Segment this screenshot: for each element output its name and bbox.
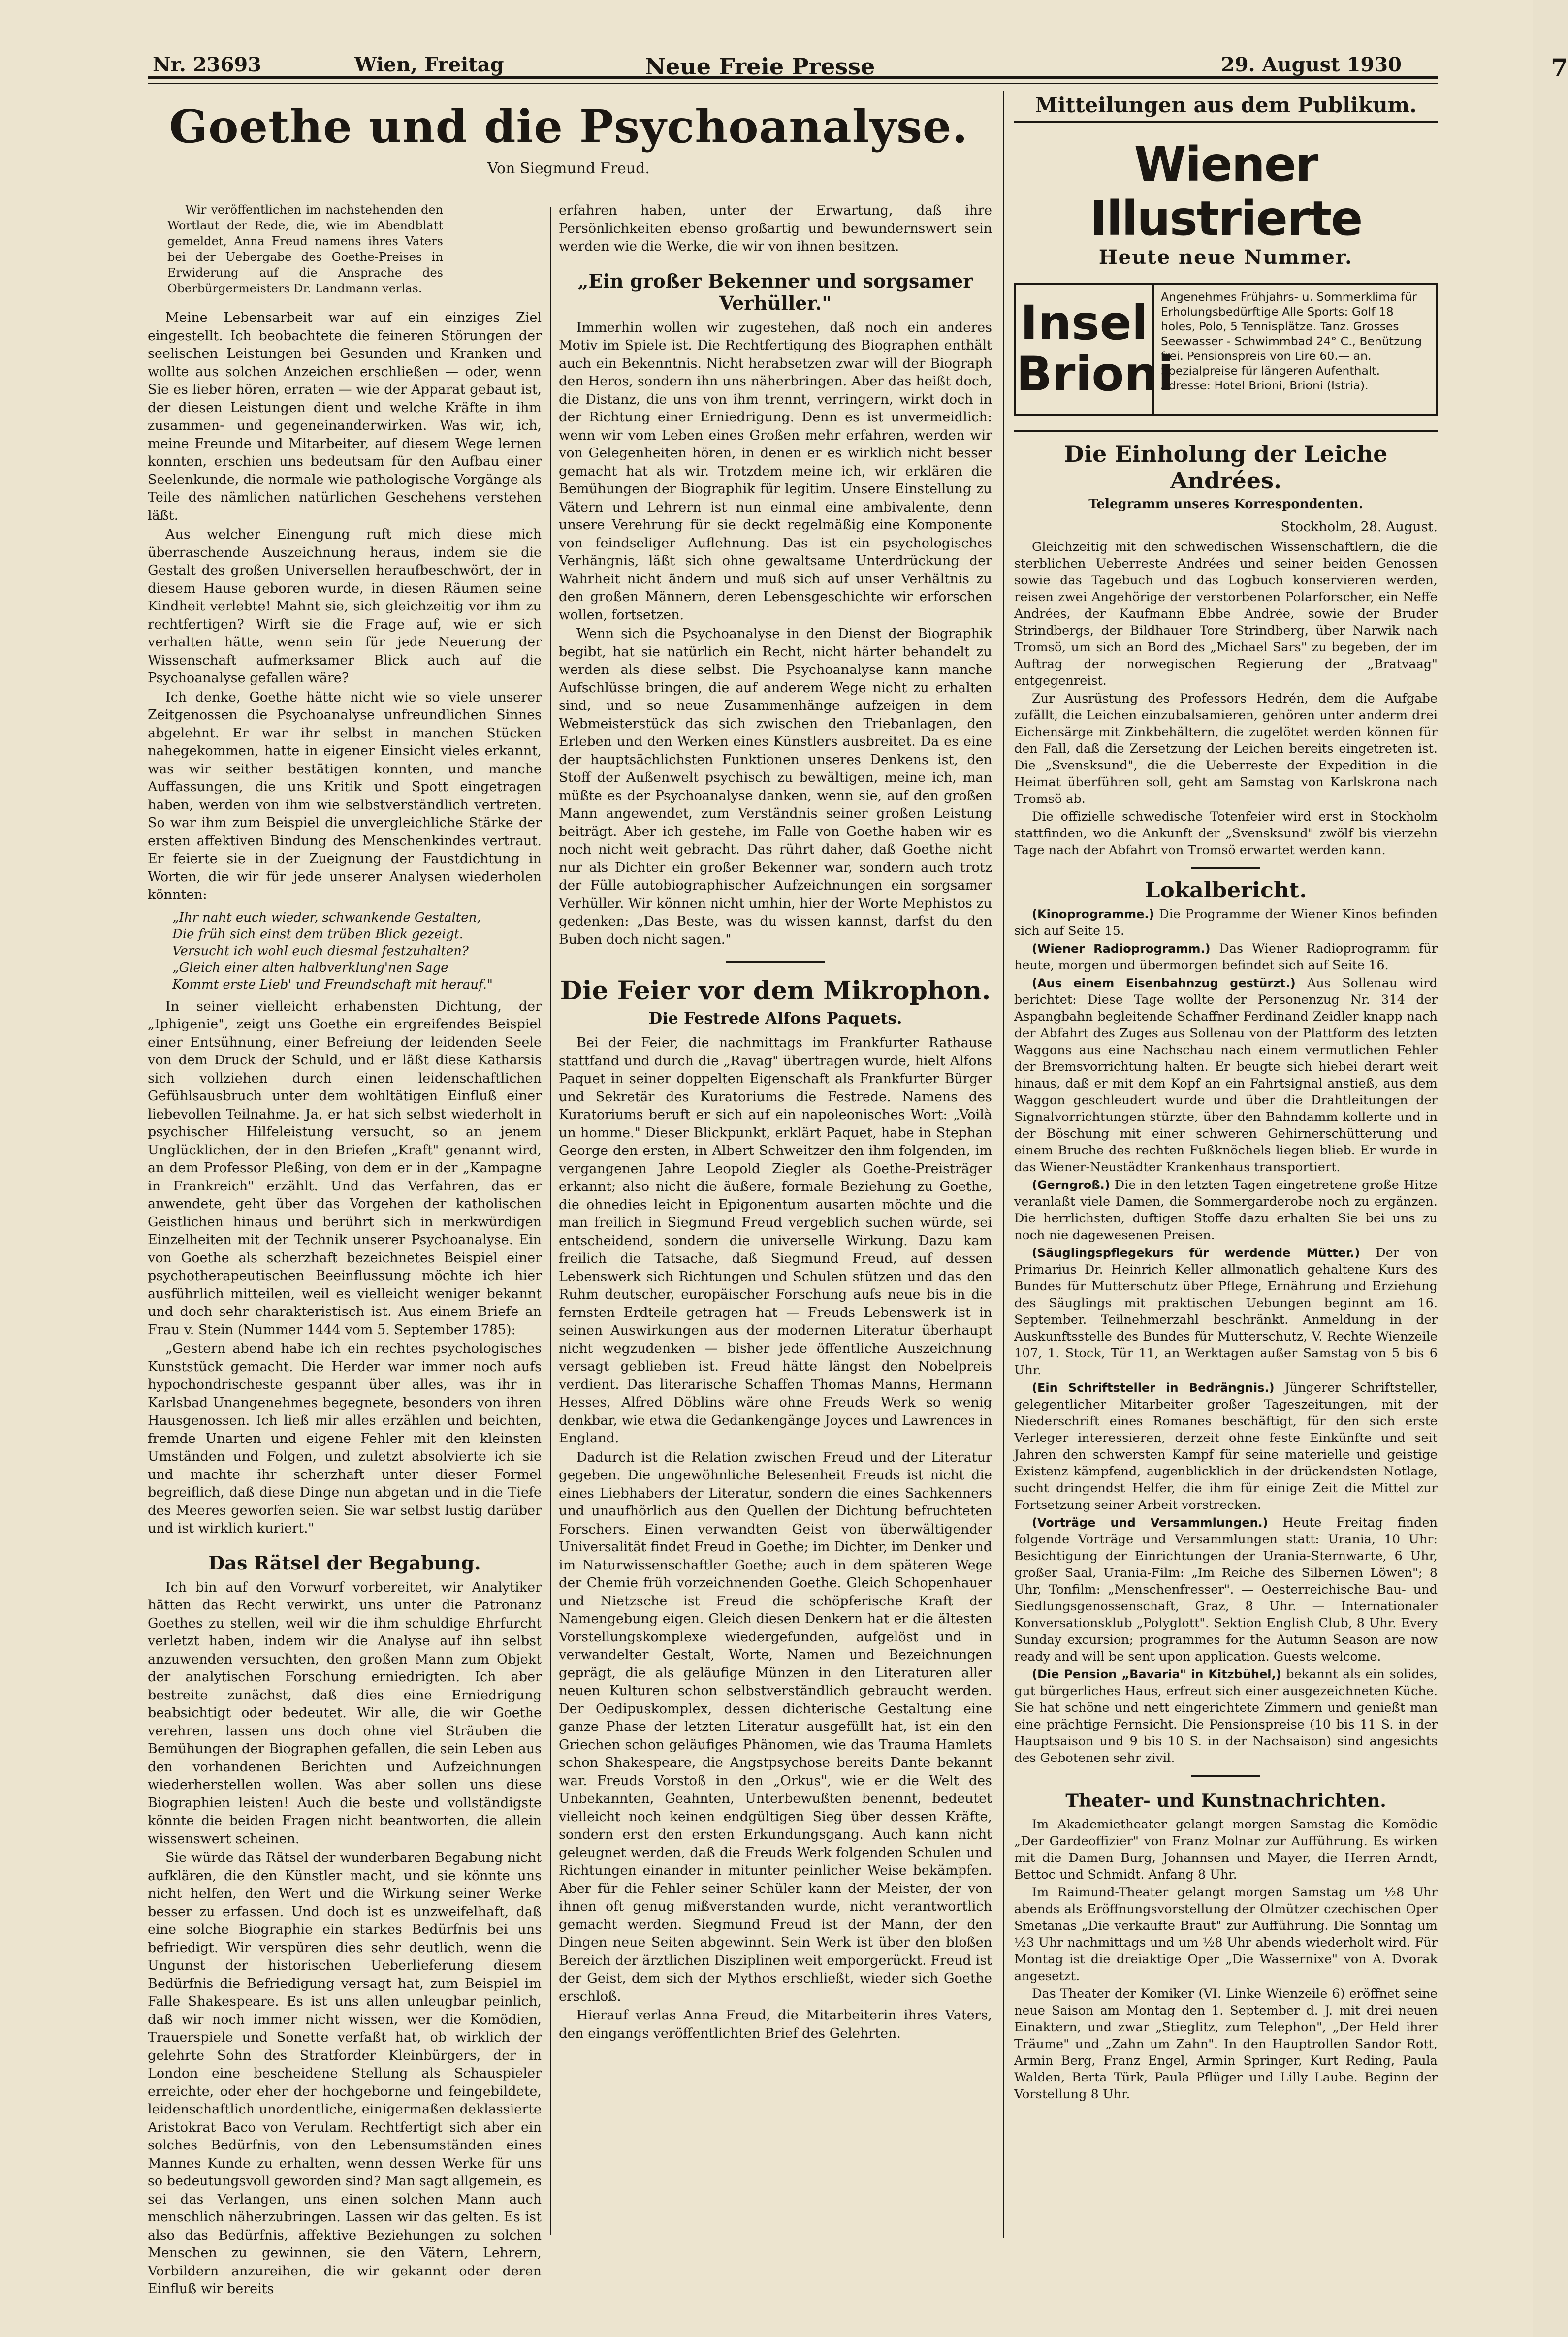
paragraph: erfahren haben, unter der Erwartung, daß ihre Persönlichkeiten ebenso großartig und bewundernswert sein werden wie die Werke, die wir von ihnen besitzen. <box>559 203 992 254</box>
lokal-item-keyword: (Aus einem Eisenbahnzug gestürzt.) <box>1032 976 1296 990</box>
lokal-item-text: bekannt als ein solides, gut bürgerliches Haus, erfreut sich einer ausgezeichneten Küche. Sie hat schöne und nett eingerichtete Zimmern und genießt man eine prächtige Fernsicht. Die Pensionspreise (10 bis 11 S. in der Hauptsaison und 9 bis 10 S. in der Nachsaison) sind angesichts des Gebotenen sehr zivil. <box>1014 1666 1438 1765</box>
place-day: Wien, Freitag <box>354 53 504 76</box>
article-byline: Von Siegmund Freud. <box>487 160 650 177</box>
lokal-item-text: Heute Freitag finden folgende Vorträge und Versammlungen statt: Urania, 10 Uhr: Besichtigung der Einrichtungen der Urania-Sternwarte, 6 Uhr, großer Saal, Urania-Film: „Im Reiche des Silbernen Löwen"; 8 Uhr, Tonfilm: „Menschenfresser". — Oesterreichische Bau- und Siedlungsgenossenschaft, Graz, 8 Uhr. — Internationaler Konversationsklub „Polyglott". Sektion English Club, 8 Uhr. Every Sunday excursion; programmes for the Autumn Season are now ready and will be sent upon application. Guests welcome. <box>1014 1515 1438 1664</box>
poem-line: Kommt erste Lieb' und Freundschaft mit herauf." <box>172 977 493 992</box>
ad-subtitle: Heute neue Nummer. <box>1098 246 1353 269</box>
poem-line: „Gleich einer alten halbverklung'nen Sage <box>172 960 448 975</box>
brioni-ad <box>1014 283 1438 416</box>
dateline: Stockholm, 28. August. <box>1280 519 1438 535</box>
lokal-item <box>1014 1245 1438 1378</box>
ad-title: Wiener Illustrierte <box>1089 137 1362 246</box>
article-intro <box>167 202 443 296</box>
andree-title: Die Einholung der Leiche Andrées. <box>1064 441 1388 494</box>
lokal-item <box>1014 1379 1438 1513</box>
paragraph: Immerhin wollen wir zugestehen, daß noch ein anderes Motiv im Spiele ist. Die Rechtfertigung des Biographen enthält auch ein Bekenntnis. Nicht herabsetzen zwar will der Biograph den Heros, sondern ihn uns näherbringen. Aber das heißt doch, die Distanz, die uns von ihm trennt, verringern, wirkt doch in der Richtung einer Erniedrigung. Denn es ist unvermeidlich: wenn wir vom Leben eines Großen mehr erfahren, werden wir von Gelegenheiten hören, in denen er es wirklich nicht besser gemacht hat als wir. Trotzdem meine ich, wir erklären die Bemühungen der Biographik für legitim. Unsere Einstellung zu Vätern und Lehrern ist nun einmal eine ambivalente, denn unsere Verehrung für sie deckt regelmäßig eine Komponente von feindseliger Auflehnung. Das ist ein psychologisches Verhängnis, läßt sich ohne gewaltsame Unterdrückung der Wahrheit nicht ändern und muß sich auf unser Verhältnis zu den großen Männern, deren Lebensgeschichte wir erforschen wollen, fortsetzen. <box>559 320 992 623</box>
column-3 <box>1014 91 1438 2257</box>
lokal-item-text: Aus Sollenau wird berichtet: Diese Tage wollte der Personenzug Nr. 314 der Aspangbahn begleitende Schaffner Ferdinand Zeidler knapp nach der Abfahrt des Zuges aus Sollenau von der Plattform des letzten Waggons aus eine Nachschau nach einem vermutlichen Fehler der Bremsvorrichtung halten. Er beugte sich hiebei derart weit hinaus, daß er mit dem Kopf an ein Fahrtsignal anstieß, aus dem Waggon geschleudert wurde und über die Drahtleitungen der Signalvorrichtungen stürzte, über den Bahndamm kollerte und in der Böschung mit einer schweren Gehirnerschütterung und einem Bruche des rechten Fußknöchels liegen blieb. Er wurde in das Wiener-Neustädter Krankenhaus transportiert. <box>1014 975 1438 1175</box>
paragraph: Meine Lebensarbeit war auf ein einziges Ziel eingestellt. Ich beobachtete die feineren Störungen der seelischen Leistungen bei Gesunden und Kranken und wollte aus solchen Anzeichen erschließen — oder, wenn Sie es lieber hören, erraten — wie der Apparat gebaut ist, der diesen Leistungen dient und welche Kräfte in ihm zusammen- und gegeneinanderwirken. Was wir, ich, meine Freunde und Mitarbeiter, auf diesem Wege lernen konnten, erschien uns bedeutsam für den Aufbau einer Seelenkunde, die normale wie pathologische Vorgänge als Teile des nämlichen natürlichen Geschehens verstehen läßt. <box>148 310 542 523</box>
paragraph: Im Akademietheater gelangt morgen Samstag die Komödie „Der Gardeoffizier" von Franz Molnar zur Aufführung. Es wirken mit die Damen Burg, Johannsen und Mayer, die Herren Arndt, Bettoc und Schmidt. Anfang 8 Uhr. <box>1014 1817 1438 1882</box>
theater-title: Theater- und Kunstnachrichten. <box>1065 1790 1386 1811</box>
article-title: Goethe und die Psychoanalyse. <box>169 100 968 153</box>
lokal-item-keyword: (Ein Schriftsteller in Bedrängnis.) <box>1032 1380 1275 1395</box>
intro-text: Wir veröffentlichen im nachstehenden den Wortlaut der Rede, die, wie im Abendblatt gemeldet, Anna Freud namens ihres Vaters bei der Uebergabe des Goethe-Preises in Erwiderung auf die Ansprache des Oberbürgermeisters Dr. Landmann verlas. <box>167 203 443 295</box>
lokal-item <box>1014 975 1438 1176</box>
article2-title: Die Feier vor dem Mikrophon. <box>560 976 991 1006</box>
paragraph: Die offizielle schwedische Totenfeier wird erst in Stockholm stattfinden, wo die Ankunft der „Svensksund" zwölf bis vierzehn Tage nach der Abfahrt von Tromsö erwartet werden kann. <box>1014 809 1438 858</box>
lokal-item-keyword: (Kinoprogramme.) <box>1032 907 1154 921</box>
lokal-item <box>1014 1514 1438 1665</box>
poem-line: Die früh sich einst dem trüben Blick gezeigt. <box>172 927 464 942</box>
mitteilungen-heading: Mitteilungen aus dem Publikum. <box>1014 93 1438 123</box>
lokal-item-text: Die in den letzten Tagen eingetretene große Hitze veranlaßt viele Damen, die Sommergarderobe noch zu ergänzen. Die herrlichsten, duftigen Stoffe dazu erhalten Sie bei uns zu noch nie dagewesenen Preisen. <box>1014 1177 1438 1243</box>
column-2 <box>559 202 992 2260</box>
article-headline-block <box>148 91 990 188</box>
lokal-item <box>1014 906 1438 939</box>
issue-date: 29. August 1930 <box>1221 53 1402 76</box>
lokal-item-text: Jüngerer Schriftsteller, gelegentlicher Mitarbeiter großer Tageszeitungen, mit der Niederschrift eines Romanes beschäftigt, für den sich erste Verleger interessieren, derzeit ohne feste Einkünfte und seit Jahren den schwersten Kampf für seine materielle und geistige Existenz kämpfend, augenblicklich in der drückendsten Notlage, sucht dringendst Helfer, die ihm für einige Zeit die Mittel zur Fortsetzung seiner Arbeit vorstrecken. <box>1014 1380 1438 1512</box>
paragraph: Das Theater der Komiker (VI. Linke Wienzeile 6) eröffnet seine neue Saison am Montag den 1. September d. J. mit drei neuen Einaktern, und zwar „Stieglitz, zum Telephon", „Der Held ihrer Träume" und „Zahn um Zahn". In den Hauptrollen Sandor Rott, Armin Berg, Franz Engel, Armin Springer, Kurt Reding, Paula Walden, Berta Türk, Paula Pflüger und Lilly Laube. Beginn der Vorstellung 8 Uhr. <box>1014 1986 1438 2102</box>
lokal-item-text: Die Programme der Wiener Kinos befinden sich auf Seite 15. <box>1014 906 1438 938</box>
article2-subtitle: Die Festrede Alfons Paquets. <box>648 1009 902 1027</box>
section-heading: Das Rätsel der Begabung. <box>208 1551 481 1574</box>
paragraph: Dadurch ist die Relation zwischen Freud und der Literatur gegeben. Die ungewöhnliche Belesenheit Freuds ist nicht die eines Liebhabers der Literatur, sondern die eines Sachkenners und unaufhörlich aus den Quellen der Dichtung befruchteten Forschers. Einen verwandten Geist von überwältigender Universalität findet Freud in Goethe; im Dichter, im Denker und im Naturwissenschaftler Goethe; auch in dem späteren Wege der Chemie früh vorzeichnenden Goethe. Gleich Schopenhauer und Nietzsche ist Freud die schöpferische Kraft der Namengebung eigen. Gleich diesen Denkern hat er die ältesten Vorstellungskomplexe wiedergefunden, aufgelöst und in verwandelter Gestalt, Worte, Namen und Bezeichnungen geprägt, die als geläufige Münzen in den Literaturen aller neuen Kulturen schon selbstverständlich gebraucht werden. Der Oedipuskomplex, dessen dichterische Gestaltung eine ganze Phase der letzten Literatur ausgefüllt hat, ist ein den Griechen schon geläufiges Phänomen, wie das Trauma Hamlets schon Shakespeare, die Angstpsychose bereits Dante bekannt war. Freuds Vorstoß in den „Orkus", wie er die Welt des Unbekannten, Geahnten, Unterbewußten benennt, bedeutet vielleicht noch keinen endgültigen Sieg über dessen Kräfte, sondern erst den ersten Erkundungsgang. Auch kann nicht geleugnet werden, daß die Freuds Werk folgenden Schulen und Richtungen einander in mitunter peinlicher Weise bekämpfen. Aber für die Fehler seiner Schüler kann der Meister, der von ihnen oft genug mißverstanden wurde, nicht verantwortlich gemacht werden. Siegmund Freud ist der Mann, der den Dingen neue Seiten abgewinnt. Sein Werk ist über den bloßen Bereich der ärztlichen Disziplinen weit emporgerückt. Freud ist der Geist, dem sich der Mythos erschließt, wieder sich Goethe erschloß. <box>559 1449 992 2004</box>
lokalbericht-items <box>1014 906 1438 1766</box>
article-separator <box>1191 1775 1260 1777</box>
paragraph: „Gestern abend habe ich ein rechtes psychologisches Kunststück gemacht. Die Herder war immer noch aufs hypochondrischeste gespannt über alles, was ihr in Karlsbad Unangenehmes begegnete, besonders von ihren Hausgenossen. Ich ließ mir alles erzählen und beichten, fremde Unarten und eigene Fehler mit den kleinsten Umständen und Folgen, und zuletzt absolvierte ich sie und machte ihr scherzhaft unter dieser Formel begreiflich, daß diese Dinge nun abgetan und in die Tiefe des Meeres geworfen seien. Sie war selbst lustig darüber und ist wirklich kuriert." <box>148 1341 542 1536</box>
lokal-item-keyword: (Gerngroß.) <box>1032 1178 1110 1192</box>
lokal-item <box>1014 940 1438 974</box>
divider <box>1014 430 1438 432</box>
paragraph: Zur Ausrüstung des Professors Hedrén, dem die Aufgabe zufällt, die Leichen einzubalsamieren, gehören unter anderm drei Eichensärge mit Zinkbehältern, die zugelötet werden können für den Fall, daß die Zersetzung der Leichen bereits eingetreten ist. Die „Svensksund", die die Ueberreste der Expedition in die Heimat überführen soll, geht am Samstag von Karlskrona nach Tromsö ab. <box>1014 691 1438 806</box>
paragraph: Ich bin auf den Vorwurf vorbereitet, wir Analytiker hätten das Recht verwirkt, uns unter die Patronanz Goethes zu stellen, weil wir die ihm schuldige Ehrfurcht verletzt haben, indem wir die Analyse auf ihn selbst anzuwenden versuchten, den großen Mann zum Objekt der analytischen Forschung erniedrigten. Ich aber bestreite zunächst, daß dies eine Erniedrigung beabsichtigt oder bedeutet. Wir alle, die wir Goethe verehren, lassen uns doch ohne viel Sträuben die Bemühungen der Biographen gefallen, die sein Leben aus den vorhandenen Berichten und Aufzeichnungen wiederherstellen wollen. Was aber sollen uns diese Biographien leisten! Auch die beste und vollständigste könnte die beiden Fragen nicht beantworten, die allein wissenswert scheinen. <box>148 1579 542 1847</box>
column-1 <box>148 202 542 2297</box>
paragraph: In seiner vielleicht erhabensten Dichtung, der „Iphigenie", zeigt uns Goethe ein ergreifendes Beispiel einer Entsühnung, einer Befreiung der leidenden Seele von dem Druck der Schuld, und er läßt diese Katharsis sich vollziehen durch einen leidenschaftlichen Gefühlsausbruch unter dem wohltätigen Einfluß einer liebevollen Teilnahme. Ja, er hat sich selbst wiederholt in psychischer Hilfeleistung versucht, so an jenem Unglücklichen, der in den Briefen „Kraft" genannt wird, an dem Professor Pleßing, von dem er in der „Kampagne in Frankreich" erzählt. Und das Verfahren, das er anwendete, geht über das Vorgehen der katholischen Geistlichen hinaus und berührt sich in merkwürdigen Einzelheiten mit der Technik unserer Psychoanalyse. Ein von Goethe als scherzhaft bezeichnetes Beispiel einer psychotherapeutischen Beeinflussung möchte ich hier ausführlich mitteilen, weil es vielleicht weniger bekannt und doch sehr charakteristisch ist. Aus einem Briefe an Frau v. Stein (Nummer 1444 vom 5. September 1785): <box>148 998 542 1338</box>
lokalbericht-title: Lokalbericht. <box>1145 877 1307 903</box>
andree-subtitle: Telegramm unseres Korrespondenten. <box>1088 497 1363 512</box>
brioni-text: Angenehmes Frühjahrs- u. Sommerklima für Erholungsbedürftige Alle Sports: Golf 18 holes, Polo, 5 Tennisplätze. Tanz. Grosses Seewasser - Schwimmbad 24° C., Benützung frei. Pensionspreis von Lire 60.— an. Spezialpreise für längeren Aufenthalt. Adresse: Hotel Brioni, Brioni (Istria). <box>1161 290 1422 392</box>
brioni-logo-line: Insel <box>1020 295 1148 351</box>
lokal-item <box>1014 1666 1438 1766</box>
closing-note: Hierauf verlas Anna Freud, die Mitarbeiterin ihres Vaters, den eingangs veröffentlichten Brief des Gelehrten. <box>559 2008 992 2041</box>
poem-line: „Ihr naht euch wieder, schwankende Gestalten, <box>172 910 481 925</box>
issue-number: Nr. 23693 <box>153 53 261 76</box>
lokal-item-keyword: (Säuglingspflegekurs für werdende Mütter.) <box>1032 1246 1360 1260</box>
section-heading: „Ein großer Bekenner und sorgsamer Verhüller." <box>577 269 973 314</box>
article-separator <box>1191 867 1260 869</box>
lokal-item-text: Der von Primarius Dr. Heinrich Keller allmonatlich gehaltene Kurs des Bundes für Mutterschutz über Pflege, Ernährung und Erziehung des Säuglings mit praktischen Uebungen beginnt am 16. September. Teilnehmerzahl beschränkt. Anmeldung in der Auskunftsstelle des Bundes für Mutterschutz, V. Rechte Wienzeile 107, 1. Stock, Tür 11, an Werktagen außer Samstag von 5 bis 6 Uhr. <box>1014 1245 1438 1377</box>
paragraph: Sie würde das Rätsel der wunderbaren Begabung nicht aufklären, die den Künstler macht, und sie könnte uns nicht helfen, den Wert und die Wirkung seiner Werke besser zu erfassen. Und doch ist es unzweifelhaft, daß eine solche Biographie ein starkes Bedürfnis bei uns befriedigt. Wir verspüren dies sehr deutlich, wenn die Ungunst der historischen Ueberlieferung diesem Bedürfnis die Befriedigung versagt hat, zum Beispiel im Falle Shakespeare. Es ist uns allen unleugbar peinlich, daß wir noch immer nicht wissen, wer die Komödien, Trauerspiele und Sonette verfaßt hat, ob wirklich der gelehrte Sohn des Stratforder Kleinbürgers, der in London eine bescheidene Stellung als Schauspieler erreichte, oder eher der hochgeborne und feingebildete, leidenschaftlich unordentliche, einigermaßen deklassierte Aristokrat Baco von Verulam. Rechtfertigt sich aber ein solches Bedürfnis, von den Lebensumständen eines Mannes Kunde zu erhalten, wenn dessen Werke für uns so bedeutungsvoll geworden sind? Man sagt allgemein, es sei das Verlangen, uns einen solchen Mann auch menschlich näherzubringen. Lassen wir das gelten. Es ist also das Bedürfnis, affektive Beziehungen zu solchen Menschen zu gewinnen, sie den Vätern, Lehrern, Vorbildern anzureihen, die wir gekannt oder deren Einfluß wir bereits <box>148 1850 542 2297</box>
page-number: 7 <box>1551 53 1568 82</box>
header-rule <box>148 83 1438 84</box>
paragraph: Wenn sich die Psychoanalyse in den Dienst der Biographik begibt, hat sie natürlich ein Recht, nicht härter behandelt zu werden als diese selbst. Die Psychoanalyse kann manche Aufschlüsse bringen, die auf anderem Wege nicht zu erhalten sind, und so neue Zusammenhänge aufzeigen in dem Webmeisterstück das sich zwischen den Triebanlagen, den Erleben und den Werken eines Künstlers ausbreitet. Da es eine der hauptsächlichsten Funktionen unseres Denkens ist, den Stoff der Außenwelt psychisch zu bewältigen, meine ich, man müßte es der Psychoanalyse danken, wenn sie, auf den großen Mann angewendet, zum Verständnis seiner großen Leistung beiträgt. Aber ich gestehe, im Falle von Goethe haben wir es noch nicht weit gebracht. Das rührt daher, daß Goethe nicht nur als Dichter ein großer Bekenner war, sondern auch trotz der Fülle autobiographischer Aufzeichnungen ein sorgsamer Verhüller. Wir können nicht umhin, hier der Worte Mephistos zu gedenken: „Das Beste, was du wissen kannst, darfst du den Buben doch nicht sagen." <box>559 626 992 947</box>
poem-line: Versucht ich wohl euch diesmal festzuhalten? <box>172 943 469 959</box>
paragraph: Ich denke, Goethe hätte nicht wie so viele unserer Zeitgenossen die Psychoanalyse unfreundlichen Sinnes abgelehnt. Er war ihr selbst in manchen Stücken nahegekommen, hatte in eigener Einsicht vieles erkannt, was wir seither bestätigen konnten, und manche Auffassungen, die uns Kritik und Spott eingetragen haben, werden von ihm wie selbstverständlich vertreten. So war ihm zum Beispiel die unvergleichliche Stärke der ersten affektiven Bindung des Menschenkindes vertraut. Er feierte sie in der Zueignung der Faustdichtung in Worten, die wir für jede unserer Analysen wiederholen könnten: <box>148 689 542 902</box>
paragraph: Gleichzeitig mit den schwedischen Wissenschaftlern, die die sterblichen Ueberreste Andrées und seiner beiden Genossen sowie das Tagebuch und das Logbuch konservieren werden, reisen zwei Angehörige der verstorbenen Polarforscher, ein Neffe Andrées, der Kaufmann Ebbe Andrée, sowie der Bruder Strindbergs, der Bildhauer Tore Strindberg, über Narwik nach Tromsö, um sich an Bord des „Michael Sars" zu begeben, der im Auftrag der norwegischen Regierung der „Bratvaag" entgegenreist. <box>1014 539 1438 688</box>
brioni-logo-line: Brioni <box>1016 347 1174 402</box>
paragraph: Aus welcher Einengung ruft mich diese mich überraschende Auszeichnung heraus, indem sie die Gestalt des großen Universellen heraufbeschwört, der in diesem Hause geboren wurde, in diesen Räumen seine Kindheit verlebte! Mahnt sie, sich gleichzeitig vor ihm zu rechtfertigen? Wirft sie die Frage auf, wie er sich verhalten hätte, wenn sein für jede Neuerung der Wissenschaft aufmerksamer Blick auch auf die Psychoanalyse gefallen wäre? <box>148 527 542 686</box>
paper-name: Neue Freie Presse <box>645 53 875 80</box>
lokal-item-keyword: (Vorträge und Versammlungen.) <box>1032 1515 1268 1530</box>
lokal-item-text: Das Wiener Radioprogramm für heute, morgen und übermorgen befindet sich auf Seite 16. <box>1014 941 1438 973</box>
faust-quote <box>172 909 542 993</box>
lokal-item-keyword: (Wiener Radioprogramm.) <box>1032 941 1211 956</box>
lokal-item-keyword: (Die Pension „Bavaria" in Kitzbühel,) <box>1032 1667 1281 1681</box>
column-rule-1 <box>550 207 551 2235</box>
brioni-logo <box>1016 285 1174 414</box>
lokal-item <box>1014 1177 1438 1244</box>
paragraph: Bei der Feier, die nachmittags im Frankfurter Rathause stattfand und durch die „Ravag" übertragen wurde, hielt Alfons Paquet in seiner doppelten Eigenschaft als Frankfurter Bürger und Sekretär des Kuratoriums die Festrede. Namens des Kuratoriums beruft er sich auf ein napoleonisches Wort: „Voilà un homme." Dieser Blickpunkt, erklärt Paquet, habe in Stephan George den ersten, in Albert Schweitzer den ihm folgenden, im vergangenen Jahre Leopold Ziegler als Goethe-Preisträger erkannt; also nicht die äußere, formale Beziehung zu Goethe, die ohnedies leicht in Epigonentum ausarten möchte und die man freilich in Siegmund Freud vergeblich suchen würde, sei entscheidend, sondern die universelle Wirkung. Dazu kam freilich die Tatsache, daß Siegmund Freud, auf dessen Lebenswerk sich Richtungen und Schulen stützen und das den Ruhm deutscher, europäischer Forschung aufs neue bis in die fernsten Erdteile getragen hat — Freuds Lebenswerk ist in seinen Auswirkungen aus der modernen Literatur überhaupt nicht wegzudenken — bisher jede öffentliche Auszeichnung versagt geblieben ist. Freud hätte längst den Nobelpreis verdient. Das literarische Schaffen Thomas Manns, Hermann Hesses, Alfred Döblins wäre ohne Freuds Werk so wenig denkbar, wie etwa die Gedankengänge Joyces und Lawrences in England. <box>559 1035 992 1446</box>
page-header <box>148 53 1568 82</box>
paragraph: Im Raimund-Theater gelangt morgen Samstag um ½8 Uhr abends als Eröffnungsvorstellung der Olmützer czechischen Oper Smetanas „Die verkaufte Braut" zur Aufführung. Die Sonntag um ½3 Uhr nachmittags und um ½8 Uhr abends wiederholt wird. Für Montag ist die dreiaktige Oper „Die Wassernixe" von A. Dvorak angesetzt. <box>1014 1885 1438 1984</box>
column-rule-2 <box>1003 91 1004 2238</box>
article-separator <box>726 961 825 963</box>
